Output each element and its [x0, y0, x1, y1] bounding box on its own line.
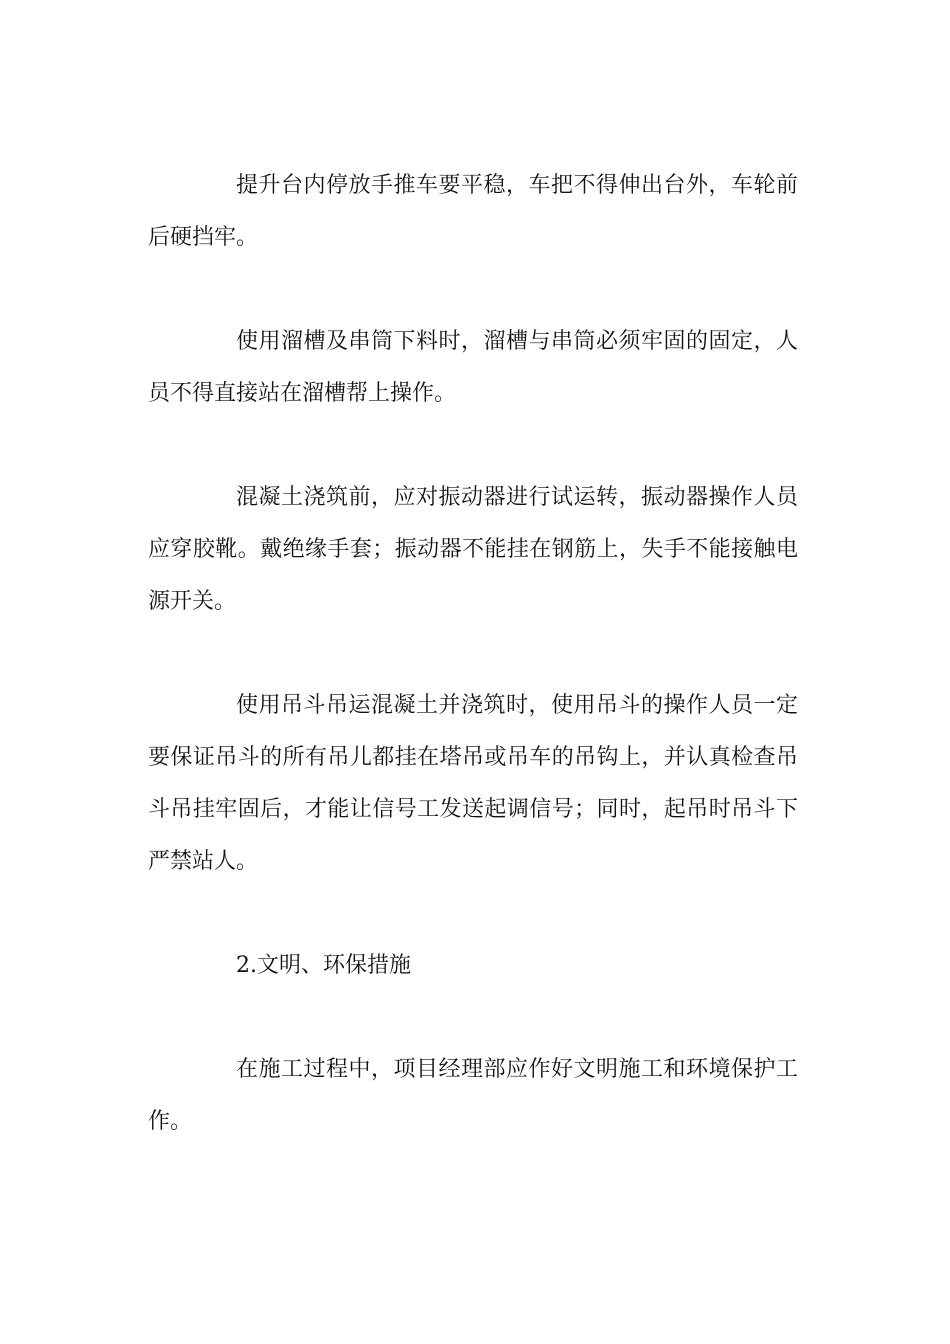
- paragraph-vibrator-safety: 混凝土浇筑前，应对振动器进行试运转，振动器操作人员应穿胶靴。戴绝缘手套；振动器不能挂在钢筋上，失手不能接触电源开关。: [148, 485, 798, 614]
- section-heading: 2.文明、环保措施: [236, 953, 411, 978]
- paragraph-spacer: [148, 264, 798, 316]
- paragraph-spacer: [148, 628, 798, 680]
- paragraph-spacer: [148, 992, 798, 1044]
- paragraph-handcart-safety: 提升台内停放手推车要平稳，车把不得伸出台外，车轮前后硬挡牢。: [148, 173, 798, 250]
- paragraph-civilized-construction: 在施工过程中，项目经理部应作好文明施工和环境保护工作。: [148, 1057, 798, 1134]
- paragraph-spacer: [148, 420, 798, 472]
- paragraph-chute-safety: 使用溜槽及串筒下料时，溜槽与串筒必须牢固的固定，人员不得直接站在溜槽帮上操作。: [148, 329, 798, 406]
- paragraph-spacer: [148, 888, 798, 940]
- document-body: [148, 160, 798, 1148]
- paragraph-bucket-safety: 使用吊斗吊运混凝土并浇筑时，使用吊斗的操作人员一定要保证吊斗的所有吊儿都挂在塔吊或吊车的吊钩上，并认真检查吊斗吊挂牢固后，才能让信号工发送起调信号；同时，起吊时吊斗下严禁站人。: [148, 693, 798, 874]
